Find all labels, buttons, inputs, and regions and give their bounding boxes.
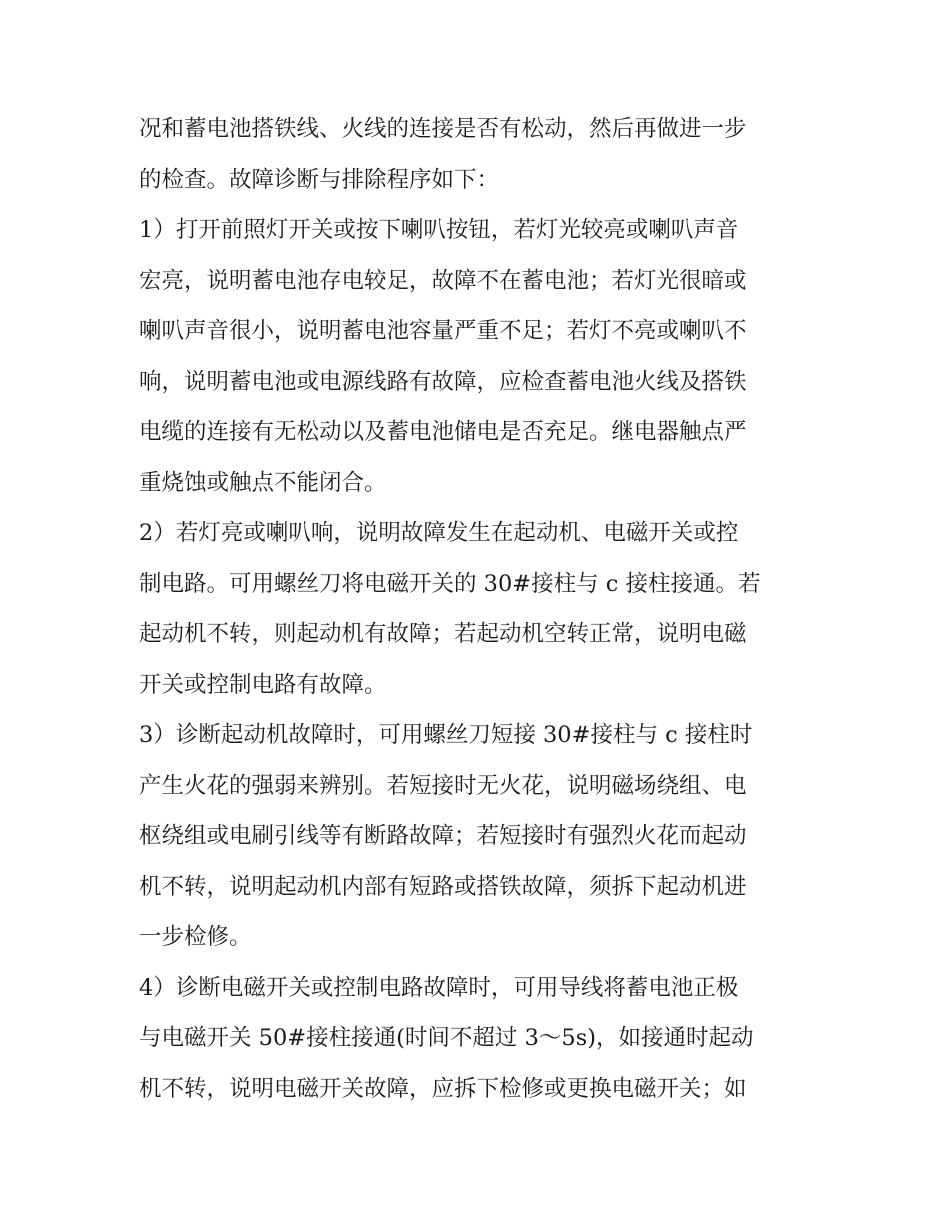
text-line: 2）若灯亮或喇叭响，说明故障发生在起动机、电磁开关或控: [139, 520, 739, 546]
text-line: 重烧蚀或触点不能闭合。: [139, 469, 387, 496]
text-line: 枢绕组或电刷引线等有断路故障；若短接时有强烈火花而起动: [139, 823, 747, 849]
text-line: 4）诊断电磁开关或控制电路故障时，可用导线将蓄电池正极: [139, 974, 739, 1001]
text-line: 机不转，说明电磁开关故障，应拆下检修或更换电磁开关；如: [139, 1075, 747, 1102]
body-text: [139, 104, 819, 1114]
text-line: 起动机不转，则起动机有故障；若起动机空转正常，说明电磁: [139, 621, 747, 647]
text-line: 1）打开前照灯开关或按下喇叭按钮，若灯光较亮或喇叭声音: [139, 217, 739, 243]
text-line: 3）诊断起动机故障时，可用螺丝刀短接 30#接柱与 c 接柱时: [139, 722, 753, 748]
text-line: 况和蓄电池搭铁线、火线的连接是否有松动，然后再做进一步: [139, 116, 747, 142]
text-line: 的检查。故障诊断与排除程序如下：: [139, 166, 500, 193]
text-line: 一步检修。: [139, 924, 252, 950]
text-line: 制电路。可用螺丝刀将电磁开关的 30#接柱与 c 接柱接通。若: [139, 570, 761, 597]
text-line: 宏亮，说明蓄电池存电较足，故障不在蓄电池；若灯光很暗或: [139, 267, 747, 294]
text-line: 开关或控制电路有故障。: [139, 671, 387, 698]
text-line: 与电磁开关 50#接柱接通(时间不超过 3～5s)，如接通时起动: [139, 1025, 754, 1051]
text-line: 机不转，说明起动机内部有短路或搭铁故障，须拆下起动机进: [139, 873, 747, 900]
text-line: 响，说明蓄电池或电源线路有故障，应检查蓄电池火线及搭铁: [139, 368, 747, 395]
text-line: 喇叭声音很小，说明蓄电池容量严重不足；若灯不亮或喇叭不: [139, 318, 747, 344]
text-line: 产生火花的强弱来辨别。若短接时无火花，说明磁场绕组、电: [139, 772, 747, 799]
text-line: 电缆的连接有无松动以及蓄电池储电是否充足。继电器触点严: [139, 419, 747, 445]
